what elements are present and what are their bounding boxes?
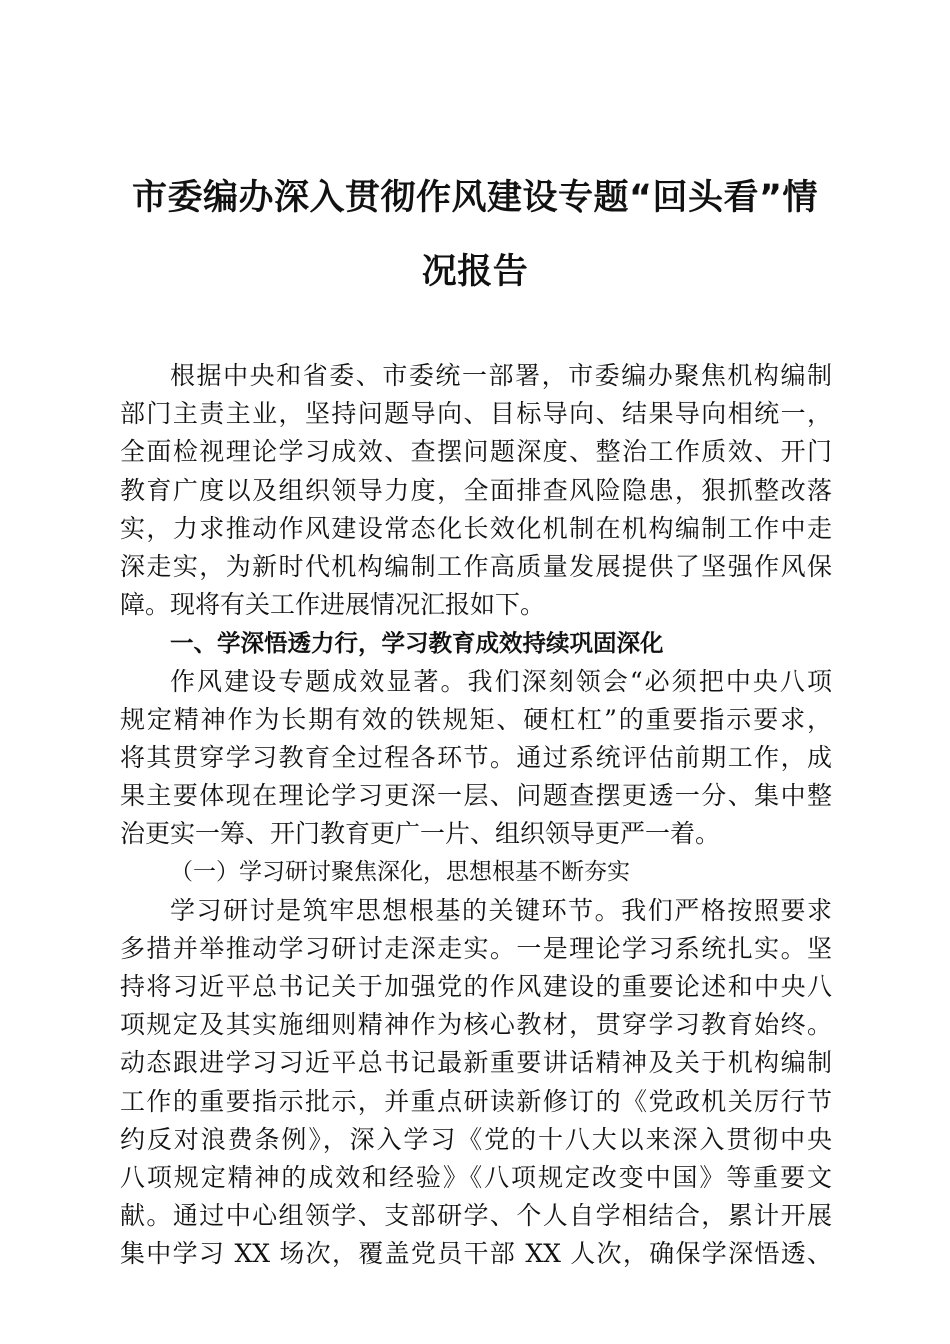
paragraph-2-line: 治更实一筹、开门教育更广一片、组织领导更严一着。	[120, 819, 721, 849]
paragraph-2-line: 规定精神作为长期有效的铁规矩、硬杠杠”的重要指示要求，	[120, 704, 832, 734]
paragraph-3-line: 动态跟进学习习近平总书记最新重要讲话精神及关于机构编制	[120, 1048, 832, 1078]
paragraph-2-line: 作风建设专题成效显著。我们深刻领会“必须把中央八项	[170, 666, 832, 696]
paragraph-3-line: 项规定及其实施细则精神作为核心教材，贯穿学习教育始终。	[120, 1010, 832, 1040]
paragraph-1-line: 实，力求推动作风建设常态化长效化机制在机构编制工作中走	[120, 513, 832, 543]
subsection-heading-1-1: （一）学习研讨聚焦深化，思想根基不断夯实	[170, 859, 630, 886]
paragraph-3-line: 集中学习 XX 场次，覆盖党员干部 XX 人次，确保学深悟透、	[120, 1239, 832, 1269]
document-title-line-2: 况报告	[421, 252, 529, 292]
document-body	[120, 357, 832, 1274]
paragraph-1-line: 深走实，为新时代机构编制工作高质量发展提供了坚强作风保	[120, 551, 832, 581]
paragraph-1-line: 根据中央和省委、市委统一部署，市委编办聚焦机构编制	[170, 361, 832, 390]
paragraph-3-line: 学习研讨是筑牢思想根基的关键环节。我们严格按照要求	[170, 895, 832, 925]
paragraph-2-line: 将其贯穿学习教育全过程各环节。通过系统评估前期工作，成	[120, 742, 832, 772]
paragraph-3-line: 多措并举推动学习研讨走深走实。一是理论学习系统扎实。坚	[120, 933, 832, 963]
paragraph-3-line: 约反对浪费条例》，深入学习《党的十八大以来深入贯彻中央	[120, 1124, 832, 1154]
paragraph-3-line: 献。通过中心组领学、支部研学、个人自学相结合，累计开展	[120, 1201, 832, 1231]
paragraph-1-line: 教育广度以及组织领导力度，全面排查风险隐患，狠抓整改落	[120, 475, 832, 505]
paragraph-3-line: 持将习近平总书记关于加强党的作风建设的重要论述和中央八	[120, 972, 832, 1001]
paragraph-3-line: 工作的重要指示批示，并重点研读新修订的《党政机关厉行节	[120, 1086, 832, 1116]
section-heading-1: 一、学深悟透力行，学习教育成效持续巩固深化	[170, 629, 664, 658]
paragraph-1-line: 障。现将有关工作进展情况汇报如下。	[120, 590, 546, 620]
paragraph-3-line: 八项规定精神的成效和经验》《八项规定改变中国》等重要文	[120, 1162, 832, 1192]
paragraph-2-line: 果主要体现在理论学习更深一层、问题查摆更透一分、集中整	[120, 781, 832, 811]
document-title-line-1: 市委编办深入贯彻作风建设专题“回头看”情	[131, 178, 818, 218]
paragraph-1-line: 全面检视理论学习成效、查摆问题深度、整治工作质效、开门	[120, 437, 832, 467]
paragraph-1-line: 部门主责主业，坚持问题导向、目标导向、结果导向相统一，	[120, 399, 832, 429]
